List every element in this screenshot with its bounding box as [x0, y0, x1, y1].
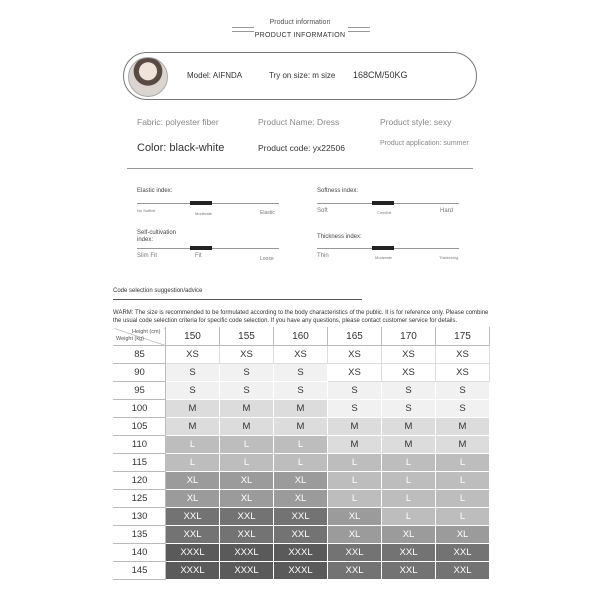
- size-cell: L: [382, 490, 436, 508]
- weight-cell: 135: [114, 526, 166, 544]
- table-row: [114, 472, 490, 490]
- product-application-info: Product application: summer: [380, 140, 469, 147]
- size-cell: XXL: [382, 544, 436, 562]
- size-cell: M: [382, 436, 436, 454]
- size-cell: L: [328, 454, 382, 472]
- size-cell: M: [436, 418, 490, 436]
- weight-cell: 145: [114, 562, 166, 580]
- model-avatar: [128, 57, 168, 97]
- size-cell: L: [382, 472, 436, 490]
- weight-cell: 85: [114, 346, 166, 364]
- size-cell: XL: [166, 472, 220, 490]
- size-cell: S: [274, 382, 328, 400]
- table-row: [114, 508, 490, 526]
- size-cell: XL: [274, 472, 328, 490]
- weight-cell: 110: [114, 436, 166, 454]
- size-cell: L: [436, 490, 490, 508]
- size-cell: XS: [328, 346, 382, 364]
- try-on-size: Try on size: m size: [269, 71, 336, 80]
- size-cell: S: [328, 400, 382, 418]
- model-name: Model: AIFNDA: [187, 71, 243, 80]
- size-cell: XXL: [220, 526, 274, 544]
- table-corner: [114, 328, 166, 346]
- model-measurements: 168CM/50KG: [353, 70, 408, 80]
- cultivation-index-label: Self-cultivation index:: [137, 230, 177, 243]
- height-header: 170: [382, 328, 436, 346]
- thickness-left-label: Thin: [317, 253, 329, 259]
- table-row: [114, 346, 490, 364]
- size-cell: M: [436, 436, 490, 454]
- size-cell: XS: [436, 346, 490, 364]
- size-cell: XS: [382, 364, 436, 382]
- size-cell: XS: [328, 364, 382, 382]
- table-row: [114, 436, 490, 454]
- size-cell: XXL: [436, 562, 490, 580]
- softness-marker: [372, 201, 394, 205]
- softness-index-label: Softness index:: [317, 188, 359, 194]
- size-table-header: [114, 328, 490, 346]
- model-card: [123, 52, 477, 100]
- size-cell: L: [436, 454, 490, 472]
- size-cell: S: [166, 382, 220, 400]
- size-cell: XL: [328, 508, 382, 526]
- thickness-right-label: Thickening: [439, 255, 459, 260]
- size-cell: XXXL: [166, 544, 220, 562]
- size-cell: XXXL: [166, 562, 220, 580]
- size-cell: XS: [220, 346, 274, 364]
- cultivation-middle-label: Fit: [195, 253, 202, 259]
- weight-cell: 95: [114, 382, 166, 400]
- height-header: 160: [274, 328, 328, 346]
- size-cell: M: [166, 400, 220, 418]
- size-cell: XL: [166, 490, 220, 508]
- size-cell: L: [220, 454, 274, 472]
- size-cell: XXXL: [220, 544, 274, 562]
- table-row: [114, 418, 490, 436]
- size-cell: XS: [274, 346, 328, 364]
- size-cell: S: [220, 382, 274, 400]
- height-header: 175: [436, 328, 490, 346]
- corner-height-label: Height (cm): [132, 329, 161, 335]
- header-subtitle: Product information: [269, 19, 331, 26]
- table-row: [114, 562, 490, 580]
- size-cell: XXL: [166, 508, 220, 526]
- size-cell: L: [220, 436, 274, 454]
- size-cell: XXL: [328, 544, 382, 562]
- softness-left-label: Soft: [317, 208, 328, 214]
- thickness-marker: [372, 246, 394, 250]
- size-cell: XS: [436, 364, 490, 382]
- size-cell: L: [166, 436, 220, 454]
- size-cell: XL: [436, 526, 490, 544]
- height-header: 150: [166, 328, 220, 346]
- size-cell: XS: [382, 346, 436, 364]
- weight-cell: 120: [114, 472, 166, 490]
- size-cell: S: [436, 382, 490, 400]
- size-cell: XL: [220, 472, 274, 490]
- size-cell: S: [382, 400, 436, 418]
- cultivation-right-label: Loose: [260, 256, 274, 262]
- size-cell: XXXL: [274, 562, 328, 580]
- size-cell: M: [382, 418, 436, 436]
- product-code-info: Product code: yx22506: [258, 143, 345, 153]
- size-cell: XXL: [220, 508, 274, 526]
- size-cell: XXL: [328, 562, 382, 580]
- size-cell: L: [166, 454, 220, 472]
- thickness-middle-label: Moderate: [375, 255, 392, 260]
- color-info: Color: black-white: [137, 142, 225, 154]
- size-cell: L: [382, 454, 436, 472]
- corner-weight-label: Weight (kg): [116, 336, 145, 342]
- weight-cell: 105: [114, 418, 166, 436]
- table-row: [114, 490, 490, 508]
- size-cell: S: [166, 364, 220, 382]
- size-cell: M: [328, 436, 382, 454]
- size-cell: S: [328, 382, 382, 400]
- fabric-info: Fabric: polyester fiber: [137, 117, 219, 127]
- size-cell: M: [274, 400, 328, 418]
- table-row: [114, 364, 490, 382]
- size-cell: S: [436, 400, 490, 418]
- size-cell: L: [328, 490, 382, 508]
- height-header: 155: [220, 328, 274, 346]
- softness-middle-label: Comfort: [377, 210, 392, 215]
- product-name-info: Product Name: Dress: [258, 117, 340, 127]
- size-cell: L: [274, 436, 328, 454]
- table-row: [114, 400, 490, 418]
- elastic-left-label: No Sufficit: [137, 208, 156, 213]
- size-cell: XXL: [274, 526, 328, 544]
- size-cell: XXL: [382, 562, 436, 580]
- size-cell: XL: [220, 490, 274, 508]
- size-cell: XL: [382, 526, 436, 544]
- product-style-info: Product style: sexy: [380, 117, 452, 127]
- page-title: PRODUCT INFORMATION: [254, 32, 346, 39]
- size-cell: S: [382, 382, 436, 400]
- softness-right-label: Hard: [440, 208, 454, 214]
- elastic-middle-label: Moderate: [195, 211, 212, 216]
- elastic-right-label: Elastic: [260, 210, 275, 216]
- size-cell: M: [328, 418, 382, 436]
- size-cell: S: [220, 364, 274, 382]
- height-header: 165: [328, 328, 382, 346]
- size-cell: XXXL: [274, 544, 328, 562]
- warm-note: WARM: The size is recommended to be formulated according to the body characteristics of the public. It is for reference only. Please combine the usual code selection criteria for specific code selection. If you have any questions, please contact customer service for details.: [113, 310, 489, 324]
- size-cell: L: [436, 508, 490, 526]
- elastic-marker: [190, 201, 212, 205]
- size-cell: XXL: [436, 544, 490, 562]
- size-cell: XXL: [166, 526, 220, 544]
- size-cell: S: [274, 364, 328, 382]
- weight-cell: 130: [114, 508, 166, 526]
- info-divider: [127, 168, 473, 169]
- elastic-index-label: Elastic index:: [137, 188, 173, 194]
- weight-cell: 140: [114, 544, 166, 562]
- size-cell: L: [382, 508, 436, 526]
- size-table: [113, 327, 490, 580]
- size-cell: XL: [274, 490, 328, 508]
- weight-cell: 100: [114, 400, 166, 418]
- size-cell: XS: [166, 346, 220, 364]
- size-cell: L: [436, 472, 490, 490]
- size-cell: XXXL: [220, 562, 274, 580]
- table-row: [114, 544, 490, 562]
- size-cell: M: [220, 400, 274, 418]
- weight-cell: 125: [114, 490, 166, 508]
- size-cell: L: [274, 454, 328, 472]
- weight-cell: 115: [114, 454, 166, 472]
- table-row: [114, 454, 490, 472]
- table-row: [114, 526, 490, 544]
- size-cell: M: [274, 418, 328, 436]
- size-cell: XL: [328, 526, 382, 544]
- suggestion-title: Code selection suggestion/advice: [113, 288, 203, 294]
- size-cell: XXL: [274, 508, 328, 526]
- size-cell: M: [166, 418, 220, 436]
- cultivation-marker: [190, 246, 212, 250]
- thickness-index-label: Thickness index:: [317, 234, 362, 240]
- cultivation-left-label: Slim Fit: [137, 253, 157, 259]
- size-cell: L: [328, 472, 382, 490]
- table-row: [114, 382, 490, 400]
- size-cell: M: [220, 418, 274, 436]
- suggestion-underline: [113, 299, 362, 300]
- weight-cell: 90: [114, 364, 166, 382]
